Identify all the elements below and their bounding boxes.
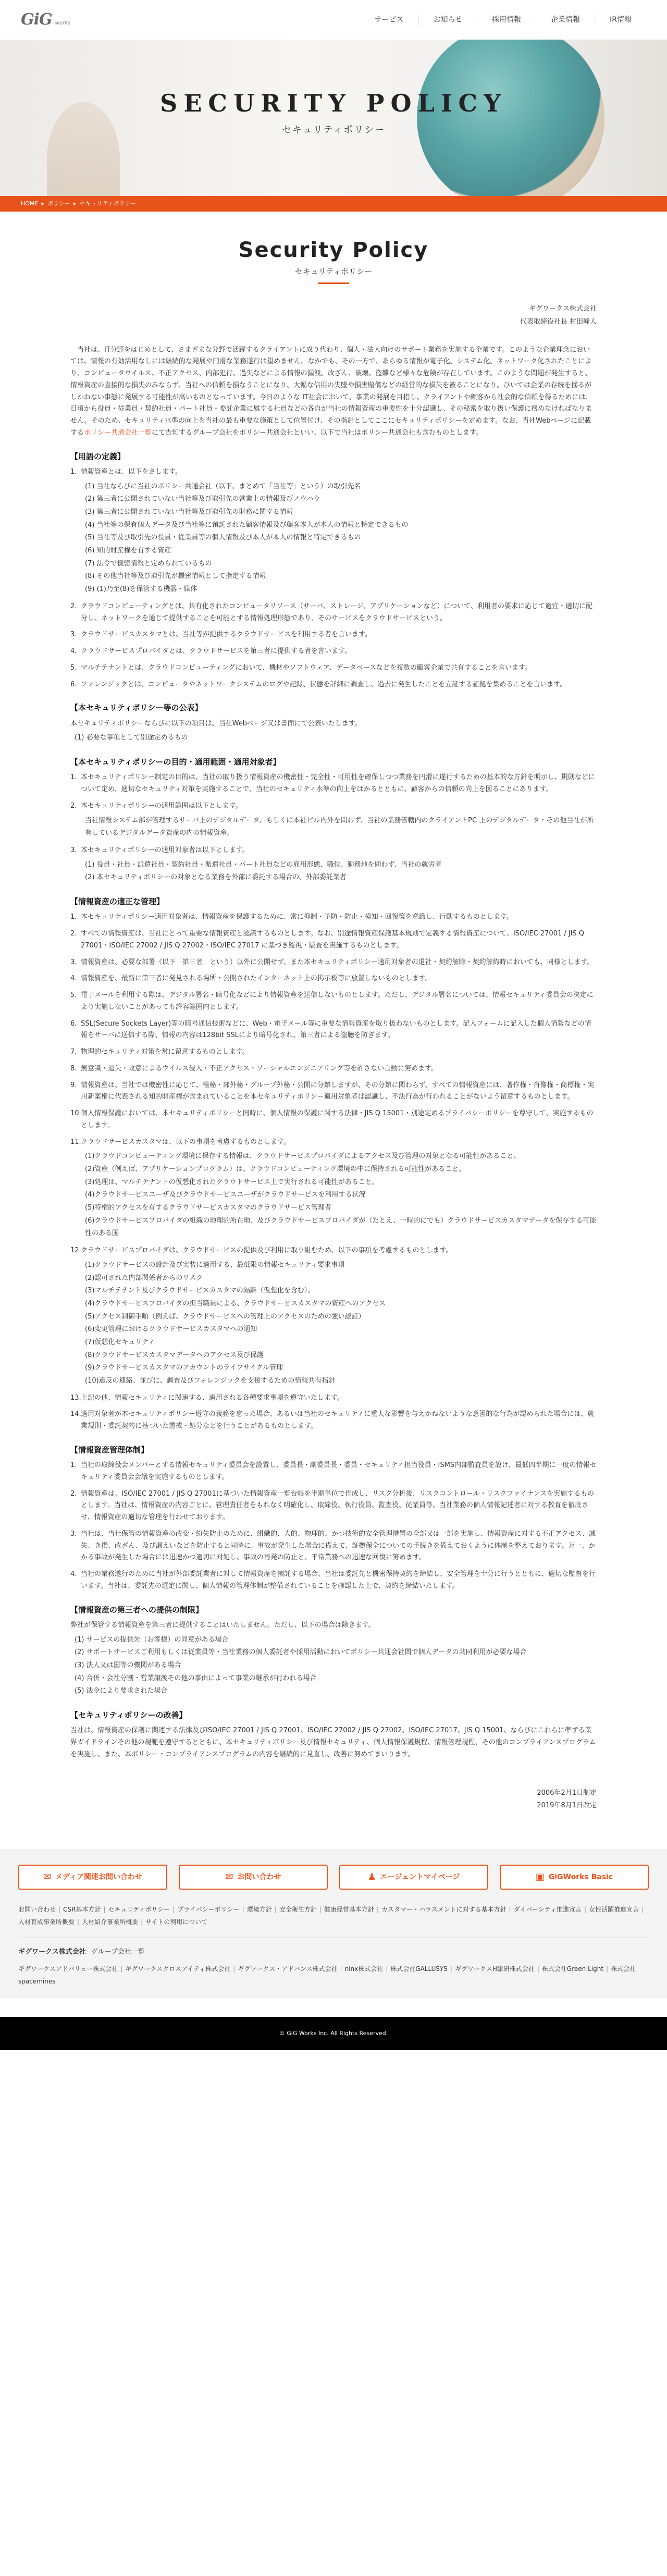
- revised-date: 2019年8月1日改定: [537, 1802, 597, 1810]
- link-separator: |: [537, 1965, 539, 1973]
- company-link[interactable]: ninx株式会社: [344, 1965, 384, 1973]
- section-heading: 【用語の定義】: [70, 451, 126, 461]
- clause-text: クラウドサービスプロバイダは、クラウドサービスの提供及び利用に取り組むため、以下の事項を考慮するものとします。: [81, 1247, 453, 1255]
- clause-text: 本セキュリティポリシー適用対象者は、情報資産を保護するために、常に抑制・予防・防止・検知・回復策を意識し、行動するものとします。: [81, 913, 513, 921]
- sub-item: (7)仮想化セキュリティ: [85, 1338, 155, 1346]
- sub-item: (3)マルチテナント及びクラウドサービスカスタマの隔離（仮想化を含む）。: [85, 1287, 315, 1295]
- clause-text: 当社は、情報資産の保護に関連する法律及びISO/IEC 27001 / JIS Q 27001、ISO/IEC 27002 / JIS Q 27002、ISO/IEC 27017、JIS Q 15001、ならびにこれらに準ずる業界ガイドラインその他の規範を遵守するとともに、本セキュリティポリシー及び情報セキュリティ、個人情報保護規程、情報管理規程、その他のコンプライアンスプログラムを実施し、また、本ポリシー・コンプライアンスプログラムの内容を継続的に見直し、改善に努めてまいります。: [70, 1727, 596, 1758]
- sub-item: (8)クラウドサービスカスタマデータへのアクセス及び保護: [85, 1351, 264, 1359]
- company-link[interactable]: 株式会社Green Light: [541, 1965, 604, 1973]
- sub-item: (6) 知的財産権を有する資産: [85, 547, 171, 555]
- clause-text: 情報資産を、最新に第三者に発見される場所・公開されたインターネット上の掲示板等に放置しないものとします。: [81, 975, 432, 983]
- clause-item: [70, 1409, 597, 1433]
- clause-item: [70, 1569, 597, 1593]
- clause-text: SSL(Secure Sockets Layer)等の暗号通信技術などに、Web・電子メール等に重要な情報資産を取り扱わないものとします。記入フォームに記入した個人情報などの情報をサーバに送信する際、情報の内容は128bit SSLにより暗号化され、第三者による盗聴を防ぎます。: [81, 1019, 591, 1040]
- sub-list: [81, 815, 597, 840]
- sub-item: (1) サービスの提供先（お客様）の同意がある場合: [75, 1635, 229, 1644]
- clause-item: [70, 1108, 597, 1132]
- contact-button[interactable]: [179, 1865, 328, 1890]
- clause-number: 7.: [70, 1048, 77, 1056]
- clause-number: 2.: [70, 930, 77, 938]
- company-link[interactable]: 株式会社GALLUSYS: [390, 1965, 448, 1973]
- clause-item: [70, 1488, 597, 1524]
- clause-item: [70, 1063, 597, 1075]
- sub-item: (2) サポートサービスご利用もしくは従業員等・当社業務の個人委託者や採用活動においてポリシー共通会社間で個人データの共同利用が必要な場合: [75, 1648, 527, 1657]
- policy-section: [70, 895, 597, 1433]
- sub-item: (5)特権的アクセスを有するクラウドサービスカスタマのクラウドサービス管理者: [85, 1204, 332, 1212]
- clause-number: 10.: [70, 1110, 81, 1117]
- footer-link[interactable]: サイトの利用について: [145, 1918, 208, 1926]
- footer-link[interactable]: 人材紹介事業所概要: [82, 1918, 139, 1926]
- sub-item: (4) 合併・会社分割・営業譲渡その他の事由によって事業の継承が行われる場合: [75, 1674, 317, 1682]
- clause-list: [70, 718, 597, 745]
- clause-number: 5.: [70, 663, 77, 672]
- sub-item: (2) 本セキュリティポリシーの対象となる業務を外部に委託する場合の、外部委託業者: [85, 873, 347, 882]
- main-content: [70, 212, 597, 1828]
- sub-item: (3)処理は、マルチテナントの仮想化されたクラウドサービス上で実行される可能性があること。: [85, 1178, 379, 1186]
- clause-item: [70, 1392, 597, 1404]
- button-label: メディア関連お問い合わせ: [55, 1872, 142, 1881]
- clause-text: 本セキュリティポリシー制定の目的は、当社の取り扱う情報資産の機密性・完全性・可用性を確保しつつ業務を円滑に遂行するための基本的な方針を明示し、規則などについて定め、適切なセキュリティ対策を実施することで、当社のセキュリティ水準の向上をはかるとともに、顧客からの信頼の向上を図ることにあります。: [81, 773, 595, 793]
- footer-link[interactable]: 健康経営基本方針: [324, 1906, 374, 1913]
- footer-link[interactable]: プライバシーポリシー: [177, 1906, 240, 1913]
- intro-text: 当社は、IT分野をはじめとして、さまざまな分野で活躍するクライアントに成り代わり、個人・法人向けのサポート業務を実施する企業です。このような企業理念においては、情報の有効活用なしには継続的な発展や円滑な業務遂行は望めません。なかでも、その一方で、あらゆる情報が電子化、システム化、ネットワーク化されたことにより、コンピュータウイルス、不正アクセス、内部犯行、過失などによる情報の漏洩、改ざん、破壊、盗難など様々な危険が存在しています。このような問題が発生すると、情報資産の直接的な損失のみならず、当社への信頼を損なうことになり、大幅な信用の失墜や損害賠償などの経営的な損失を被ることになり、ひいては企業の存続を揺るがしかねない事態に発展する可能性が高いものとなっています。今日のような IT社会において、事業の発展を目指し、クライアントや顧客から社会的な信頼を得るためには、日頃から役員・従業員・契約社員・パート社員・委託企業に属する社員などの各自が当社の情報資産の重要性を十分認識し、その秘密を取り扱い保護に務めなければなりません。そのため、セキュリティ水準の向上を当社の最も重要な施策として位置付け、その指針としてここにセキュリティポリシーを定めます。なお、当社Webページに記載する: [70, 346, 592, 437]
- clause-list: [70, 1620, 597, 1698]
- established-date: 2006年2月1日制定: [537, 1789, 597, 1797]
- group-tab[interactable]: グループ会社一覧: [91, 1948, 145, 1956]
- button-label: GiGWorks Basic: [548, 1872, 613, 1881]
- copyright: © GiG Works Inc. All Rights Reserved.: [0, 2017, 667, 2050]
- clause-text: 本セキュリティポリシーの適用対象者は以下とします。: [81, 846, 249, 854]
- global-nav: [360, 15, 646, 25]
- sub-item: (9)クラウドサービスカスタマのアカウントのライフサイクル管理: [85, 1364, 283, 1372]
- sub-item: (5)アクセス制御手順（例えば、クラウドサービスへの管理上のアクセスのための強い認証）: [85, 1312, 365, 1321]
- ceo-name: 代表取締役社長 村田峰人: [520, 317, 597, 326]
- clause-list: [70, 911, 597, 1433]
- policy-section: [70, 1708, 597, 1761]
- site-header: [0, 0, 667, 40]
- clause-item: [70, 466, 597, 596]
- clause-number: 2.: [70, 602, 77, 610]
- link-separator: |: [103, 1906, 106, 1913]
- nav-item-company[interactable]: 企業情報: [536, 15, 595, 25]
- clause-item: [70, 973, 597, 985]
- clause-number: 8.: [70, 1064, 77, 1073]
- page-title: Security Policy: [238, 238, 429, 262]
- clause-text: 電子メールを利用する際は、デジタル署名・暗号化などにより情報資産を送信しないものとします。ただし、デジタル署名については、情報セキュリティ委員会の決定により実施しないことがあっても許容範囲内とします。: [81, 991, 594, 1011]
- footer-link[interactable]: CSR基本方針: [63, 1906, 101, 1913]
- sub-item: (6)変更管理におけるクラウドサービスカスタマへの通知: [85, 1325, 257, 1334]
- clause-item: [70, 662, 597, 674]
- clause-number: 4.: [70, 975, 77, 983]
- section-heading: 【情報資産管理体制】: [70, 1445, 149, 1455]
- group-title: ギグワークス株式会社: [18, 1948, 86, 1956]
- footer-link[interactable]: お問い合わせ: [18, 1906, 56, 1913]
- clause-text: フォレンジックとは、コンピュータやネットワークシステムのログや記録、状態を詳細に調査し、過去に発生したことを立証する証拠を集めることを言います。: [81, 680, 567, 688]
- footer-top: [0, 1849, 667, 1998]
- breadcrumb-separator: ▸: [73, 200, 77, 207]
- page-subtitle: セキュリティポリシー: [294, 267, 373, 276]
- sub-item: (6)クラウドサービスプロバイダの組織の地理的所在地、及びクラウドサービスプロバイダが（たとえ、一時的にでも）クラウドサービスカスタマデータを保存する可能性のある国: [85, 1216, 597, 1238]
- clause-number: 3.: [70, 1530, 77, 1538]
- mail-icon: ✉: [43, 1871, 52, 1883]
- clause-item: [70, 601, 597, 625]
- group-heading: [18, 1946, 649, 1958]
- signer-block: [70, 303, 597, 328]
- policy-sections: [70, 450, 597, 1761]
- clause-number: 1.: [70, 913, 77, 921]
- agent-mypage-button[interactable]: [339, 1865, 488, 1890]
- clause-item: [70, 800, 597, 840]
- sub-item: (1) 必要な事項として別途定めるもの: [75, 734, 188, 742]
- clause-text: 物理的セキュリティ対策を常に留意するものとします。: [81, 1048, 249, 1056]
- clause-text: 当社は、当社保管の情報資産の改変・紛失防止のために、組織的、人的、物理的、かつ技術的安全管理措置の全部又は一部を実施し、情報資産に対する不正アクセス、滅失、き損、改ざん、及び漏えいなどを防止すると同時に、事故が発生した場合に備えて、証拠保全についての手続きを備えておくように体制を整えております。万一、かかる事故が発生した場合には迅速かつ適切に対処し、事故の再発の防止と、平常業務への迅速な回復に努めます。: [81, 1530, 596, 1562]
- footer-link[interactable]: 環境方針: [246, 1906, 272, 1913]
- section-heading: 【セキュリティポリシーの改善】: [70, 1710, 187, 1720]
- clause-text: 情報資産は、必要な部署（以下「第三者」という）以外に公開せず、また本セキュリティポリシー適用対象者の退社・契約解除・契約解約時においても、同様とします。: [81, 958, 594, 966]
- sub-item: (1) 当社ならびに当社のポリシー共通会社（以下、まとめて「当社等」という）の取引先名: [85, 482, 361, 490]
- clause-number: 4.: [70, 1570, 77, 1579]
- clause-text: クラウドサービスプロバイダとは、クラウドサービスを第三者に提供する者を言います。: [81, 647, 351, 656]
- link-separator: |: [274, 1906, 277, 1913]
- footer-links: [18, 1903, 649, 1928]
- link-separator: |: [77, 1918, 80, 1926]
- clause-number: 6.: [70, 680, 77, 688]
- sub-item: (2) 第三者に公開されていない当社等及び取引先の営業上の情報及びノウハウ: [85, 495, 320, 503]
- clause-item: [70, 1137, 597, 1241]
- link-separator: |: [58, 1906, 61, 1913]
- company-name: ギグワークス株式会社: [529, 305, 597, 313]
- link-separator: |: [120, 1965, 123, 1973]
- clause-list: [70, 466, 597, 691]
- clause-number: 12.: [70, 1247, 81, 1255]
- footer-buttons: [18, 1865, 649, 1890]
- link-separator: |: [340, 1965, 342, 1973]
- sub-list: [81, 480, 597, 596]
- section-heading: 【情報資産の適正な管理】: [70, 897, 165, 906]
- policy-section: [70, 1443, 597, 1593]
- clause-text: マルチテナントとは、クラウドコンピューティングにおいて、機材やソフトウェア、データベースなどを複数の顧客企業で共有することを言います。: [81, 663, 532, 672]
- clause-text: 弊社が保管する情報資産を第三者に提供することはいたしません。ただし、以下の場合は除きます。: [70, 1621, 375, 1629]
- clause-item: [70, 1725, 597, 1760]
- sub-item: (2)認可された内部関係者からのリスク: [85, 1274, 203, 1282]
- clause-item: [70, 1046, 597, 1058]
- clause-text: クラウドサービスカスタマとは、当社等が提供するクラウドサービスを利用する者を言います。: [81, 631, 372, 639]
- clause-text: クラウドサービスカスタマは、以下の事項を考慮するものとします。: [81, 1138, 290, 1146]
- clause-item: [70, 911, 597, 923]
- section-heading: 【情報資産の第三者への提供の制限】: [70, 1605, 204, 1614]
- sub-list: [70, 1634, 597, 1698]
- footer-link[interactable]: 安全衛生方針: [279, 1906, 317, 1913]
- sub-item: (4)クラウドサービスユーザ及びクラウドサービスユーザがクラウドサービスを利用する状況: [85, 1191, 366, 1199]
- intro-paragraph: [70, 344, 597, 439]
- sub-item: (1) 役員・社員・派遣社員・契約社員・派遣社員・パート社員などの雇用形態、職位、勤務地を問わず、当社の就労者: [85, 860, 442, 869]
- clause-number: 3.: [70, 846, 77, 854]
- intro-text-end: にて告知するグループ会社をポリシー共通会社といい、以下で当社はポリシー共通会社も含むものとします。: [152, 428, 483, 437]
- clause-number: 2.: [70, 802, 77, 810]
- sub-item: (2)資産（例えば、アプリケーションプログラム）は、クラウドコンピューティング環境の中に保持される可能性があること。: [85, 1165, 466, 1173]
- logo-mark: GiG: [21, 10, 52, 29]
- breadcrumb-separator: ▸: [41, 200, 44, 207]
- clause-text: 情報資産とは、以下をさします。: [81, 467, 182, 476]
- sub-item: (4)クラウドサービスプロバイダの担当職員による、クラウドサービスカスタマの資産へのアクセス: [85, 1299, 386, 1308]
- clause-text: 情報資産は、当社では機密性に応じて、極秘・部外秘・グループ外秘・公開に分類しますが、その分類に関わらず、すべての情報資産には、著作権・肖像権・商標権・実用新案権に代表される知的財産権が含まれていることを本セキュリティポリシー適用対象者は認識し、不法行為が行われることがないよう留意するものとします。: [81, 1081, 595, 1101]
- link-separator: |: [319, 1906, 322, 1913]
- media-contact-button[interactable]: [18, 1865, 167, 1890]
- clause-item: [70, 629, 597, 641]
- clause-number: 13.: [70, 1394, 81, 1402]
- section-heading: 【本セキュリティポリシーの目的・適用範囲・適用対象者】: [70, 757, 281, 767]
- sub-item: (9) (1)乃至(8)を保管する機器・媒体: [85, 585, 197, 594]
- clause-text: すべての情報資産は、当社にとって重要な情報資産と認識するものとします。なお、別途情報資産保護基本規則で定義する情報資産について、ISO/IEC 27001 / JIS Q 27001・ISO/IEC 27002 / JIS Q 27002・ISO/IEC 27017 に基づき監視・監査を実施するものとします。: [81, 930, 585, 950]
- policy-section: [70, 1603, 597, 1698]
- clause-number: 11.: [70, 1138, 81, 1146]
- clause-list: [70, 1460, 597, 1593]
- site-logo[interactable]: [21, 6, 70, 34]
- sub-item: (1)クラウドサービスの設計及び実装に適用する、最低限の情報セキュリティ要求事項: [85, 1261, 345, 1269]
- clause-item: [70, 718, 597, 745]
- sub-item: (4) 当社等の保有個人データ及び当社等に預託された顧客情報及び顧客本人が本人の情報と特定できるもの: [85, 521, 409, 529]
- clause-list: [70, 772, 597, 884]
- app-icon: ▣: [535, 1871, 545, 1883]
- breadcrumb-current: セキュリティポリシー: [79, 200, 137, 207]
- sub-list: [81, 859, 597, 884]
- site-footer: [0, 1849, 667, 2050]
- hero-subtitle: セキュリティポリシー: [281, 125, 386, 135]
- link-separator: |: [450, 1965, 452, 1973]
- clause-item: [70, 1245, 597, 1388]
- group-companies: [18, 1938, 649, 1988]
- company-list: [18, 1963, 649, 1988]
- clause-number: 3.: [70, 631, 77, 639]
- link-separator: |: [242, 1906, 244, 1913]
- clause-number: 2.: [70, 1489, 77, 1498]
- clause-text: 上記の他、情報セキュリティに関連する、適用される各種要求事項を遵守いたします。: [81, 1394, 344, 1402]
- sub-list: [81, 1150, 597, 1240]
- clause-number: 14.: [70, 1410, 81, 1419]
- clause-text: 個人情報保護においては、本セキュリティポリシーと同時に、個人情報の保護に関する法律・JIS Q 15001・別途定めるプライバシーポリシーを尊守して、実施するものとします。: [81, 1110, 594, 1129]
- sub-item: (10)違反の連絡、並びに、調査及びフォレンジックを支援するための情報共有指針: [85, 1377, 336, 1385]
- sub-list: [70, 732, 597, 745]
- clause-item: [70, 990, 597, 1014]
- title-underline: [318, 282, 349, 284]
- hero-banner: [0, 40, 667, 196]
- company-link[interactable]: ギグワークスクロスアイティ株式会社: [125, 1965, 231, 1973]
- common-company-link[interactable]: ポリシー共通会社一覧: [84, 428, 152, 437]
- link-separator: |: [376, 1906, 379, 1913]
- sub-item: (7) 法令で機密情報と定められているもの: [85, 559, 212, 568]
- clause-item: [70, 1620, 597, 1698]
- button-label: お問い合わせ: [237, 1872, 281, 1881]
- sub-item: (1)クラウドコンピューティング環境に保存する情報は、クラウドサービスプロバイダによるアクセス及び管理の対象となる可能性があること。: [85, 1152, 521, 1161]
- link-separator: |: [141, 1918, 143, 1926]
- sub-item: (5) 法令により要求された場合: [75, 1687, 168, 1695]
- clause-text: 適用対象者が本セキュリティポリシー遵守の義務を怠った場合、あるいは当社のセキュリティに重大な影響を与えかねないような意図的な行為が認められた場合には、就業規則・委託契約に基づいた懲戒・処分などを行うことがあるものとします。: [81, 1410, 595, 1431]
- clause-item: [70, 845, 597, 884]
- sub-item: 当社情報システム部が管理するサーバ上のデジタルデータ、もしくは本社ビル内外を問わず、当社の業務管轄内のクライアントPC 上のデジタルデータ・その他当社が所有しているデジタルデータ資産の内の情報資産。: [85, 816, 594, 837]
- nav-item-news[interactable]: お知らせ: [418, 15, 477, 25]
- link-separator: |: [641, 1906, 644, 1913]
- button-label: エージェントマイページ: [380, 1872, 460, 1881]
- gigworks-basic-button[interactable]: [500, 1865, 649, 1890]
- company-link[interactable]: ギグワークスアドバリュー株式会社: [18, 1965, 118, 1973]
- sub-item: (8) その他当社等及び取引先が機密情報として指定する情報: [85, 572, 266, 581]
- logo-sub: works: [55, 20, 71, 27]
- clause-number: 6.: [70, 1019, 77, 1028]
- clause-item: [70, 1460, 597, 1484]
- link-separator: |: [509, 1906, 511, 1913]
- clause-number: 9.: [70, 1081, 77, 1089]
- clause-number: 1.: [70, 467, 77, 476]
- hero-title: SECURITY POLICY: [160, 89, 507, 117]
- policy-section: [70, 701, 597, 745]
- sub-list: [81, 1259, 597, 1388]
- policy-section: [70, 755, 597, 884]
- company-link[interactable]: ギグワークスH総研株式会社: [454, 1965, 535, 1973]
- link-separator: |: [172, 1906, 175, 1913]
- company-link[interactable]: 株式会社spacemines: [18, 1965, 636, 1985]
- clause-text: クラウドコンピューティングとは、共有化されたコンピュータリソース（サーバ、ストレージ、アプリケーションなど）について、利用者の要求に応じて適宜・適切に配分し、ネットワークを通じて提供することを可能とする情報処理形態であり、そのサービスをクラウドサービスという。: [81, 602, 593, 622]
- nav-item-recruit[interactable]: 採用情報: [477, 15, 536, 25]
- clause-text: 本セキュリティポリシーならびに以下の項目は、当社Webページ又は書面にて公表いたします。: [70, 719, 362, 728]
- clause-text: 無意識・過失・故意によるウイルス侵入・不正アクセス・ソーシャルエンジニアリング等を許さない言動に努めます。: [81, 1064, 438, 1073]
- clause-item: [70, 1018, 597, 1042]
- clause-item: [70, 928, 597, 952]
- policy-dates: [70, 1787, 597, 1813]
- sub-item: (5) 当社等及び取引先の役員・従業員等の個人情報及び本人が本人の情報と特定できるもの: [85, 534, 361, 542]
- footer-link[interactable]: セキュリティポリシー: [108, 1906, 170, 1913]
- nav-item-services[interactable]: サービス: [374, 16, 404, 24]
- link-separator: |: [606, 1965, 609, 1973]
- clause-item: [70, 646, 597, 658]
- footer-link[interactable]: カスタマー・ハラスメントに対する基本方針: [381, 1906, 507, 1913]
- clause-item: [70, 957, 597, 969]
- clause-text: 当社の取締役会メンバーとする情報セキュリティ委員会を設置し、委員長・副委員長・委員・セキュリティ担当役員・ISMS内部監査員を設け、最低四半期に一度の情報セキュリティ委員会会議を実施するものとします。: [81, 1461, 597, 1481]
- clause-item: [70, 679, 597, 691]
- sub-item: (3) 法人又は国等の機関がある場合: [75, 1661, 181, 1670]
- link-separator: |: [584, 1906, 587, 1913]
- policy-section: [70, 450, 597, 691]
- section-heading: 【本セキュリティポリシー等の公表】: [70, 703, 203, 713]
- clause-number: 3.: [70, 958, 77, 966]
- breadcrumb: [0, 196, 667, 212]
- breadcrumb-home[interactable]: HOME: [21, 200, 39, 207]
- clause-number: 4.: [70, 647, 77, 656]
- link-separator: |: [386, 1965, 388, 1973]
- clause-list: [70, 1725, 597, 1760]
- clause-text: 本セキュリティポリシーの適用範囲は以下とします。: [81, 802, 242, 810]
- person-icon: ♟: [367, 1871, 376, 1883]
- company-link[interactable]: ギグワークス・アドバンス株式会社: [238, 1965, 338, 1973]
- footer-link[interactable]: 女性活躍推進宣言: [589, 1906, 639, 1913]
- clause-number: 1.: [70, 1461, 77, 1470]
- nav-item-ir[interactable]: IR情報: [595, 15, 646, 25]
- clause-item: [70, 772, 597, 796]
- clause-text: 当社の業務遂行のために当社が外部委託業者に対して情報資産を預託する場合、当社は委託先と機密保持契約を締結し、安全管理を十分に行うとともに、適切な監督を行います。当社は、委託先の選定に関し、個人情報の管理体制が整備されていることを確認した上で、契約を締結いたします。: [81, 1570, 596, 1590]
- clause-item: [70, 1529, 597, 1564]
- breadcrumb-policy[interactable]: ポリシー: [47, 200, 70, 207]
- mail-icon: ✉: [225, 1871, 233, 1883]
- clause-number: 1.: [70, 773, 77, 782]
- clause-number: 5.: [70, 991, 77, 999]
- footer-link[interactable]: ダイバーシティ推進宣言: [513, 1906, 582, 1913]
- link-separator: |: [233, 1965, 236, 1973]
- clause-text: 情報資産は、ISO/IEC 27001 / JIS Q 27001に基づいた情報資産一覧台帳を半期単位で作成し、リスク分析後、リスクコントロール・リスクファイナンスを実施するものとします。当社は、情報資産の内容ごとに、管理責任者をもれなく明確化し、取締役、執行役員、監査役、従業員等、当社業務の個人情報記述者に対する教育を徹底させ、情報資産の適切な管理を行わせております。: [81, 1489, 595, 1522]
- clause-item: [70, 1080, 597, 1104]
- sub-item: (3) 第三者に公開されていない当社等及び取引先の財務に関する情報: [85, 508, 293, 516]
- footer-link[interactable]: 人材育成事業所概要: [18, 1918, 75, 1926]
